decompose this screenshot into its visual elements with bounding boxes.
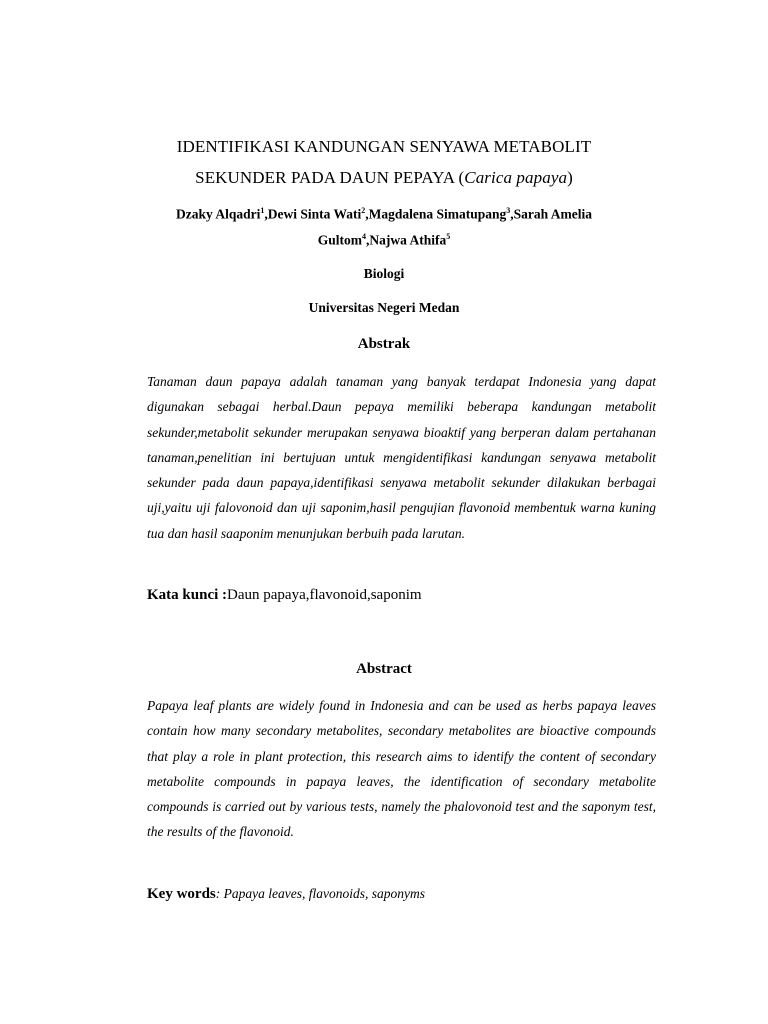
author-5-affiliation: 5: [446, 232, 451, 241]
title-line-2-prefix: SEKUNDER PADA DAUN PEPAYA (: [195, 168, 465, 187]
abstract-text: Papaya leaf plants are widely found in Indonesia and can be used as herbs papaya leaves contain how many secondary metabolites, secondary metabolites are bioactive compounds that play a role in plant protection, this research aims to identify the content of secondary metabolite compounds in papaya leaves, the identification of secondary metabolite compounds is carried out by various tests, namely the phalovonoid test and the saponym test, the results of the flavonoid.: [147, 698, 656, 840]
abstrak-text: Tanaman daun papaya adalah tanaman yang banyak terdapat Indonesia yang dapat digunakan sebagai herbal.Daun pepaya memiliki beberapa kandungan metabolit sekunder,metabolit sekunder merupakan senyawa bioaktif yang berperan dalam pertahanan tanaman,penelitian ini bertujuan untuk mengidentifikasi kandungan senyawa metabolit sekunder pada daun papaya,identifikasi senyawa metabolit sekunder dilakukan berbagai uji,yaitu uji falovonoid dan uji saponim,hasil pengujian flavonoid membentuk warna kuning tua dan hasil saaponim menunjukan berbuih pada larutan.: [147, 374, 656, 541]
abstrak-heading: Abstrak: [357, 336, 411, 352]
author-3: ,Magdalena Simatupang: [365, 206, 507, 222]
kata-kunci-label: Kata kunci :: [147, 587, 228, 603]
author-4-affiliation: 4: [362, 232, 366, 241]
author-1: Dzaky Alqadri: [175, 206, 261, 222]
author-3-affiliation: 3: [506, 206, 511, 215]
authors-line-1: [0, 206, 768, 223]
author-2-affiliation: 2: [361, 206, 366, 215]
author-4-first: ,Sarah Amelia: [510, 206, 593, 222]
department: Biologi: [363, 266, 405, 281]
title-line-2: [0, 168, 768, 188]
title-line-2-suffix: ): [567, 168, 573, 187]
key-words: [147, 886, 425, 903]
author-2: ,Dewi Sinta Wati: [264, 206, 362, 222]
author-1-affiliation: 1: [260, 206, 265, 215]
university: Universitas Negeri Medan: [308, 300, 460, 315]
authors-line-2: [0, 232, 768, 249]
title-scientific-name: Carica papaya: [464, 168, 568, 187]
author-4-last: Gultom: [317, 232, 362, 248]
abstract-heading: Abstract: [356, 661, 412, 677]
key-words-label: Key words: [147, 886, 216, 902]
kata-kunci-value: Daun papaya,flavonoid,saponim: [227, 587, 422, 603]
title-line-1: IDENTIFIKASI KANDUNGAN SENYAWA METABOLIT: [176, 137, 592, 156]
kata-kunci: [147, 587, 422, 604]
author-5: ,Najwa Athifa: [366, 232, 447, 248]
key-words-value: : Papaya leaves, flavonoids, saponyms: [215, 886, 425, 901]
